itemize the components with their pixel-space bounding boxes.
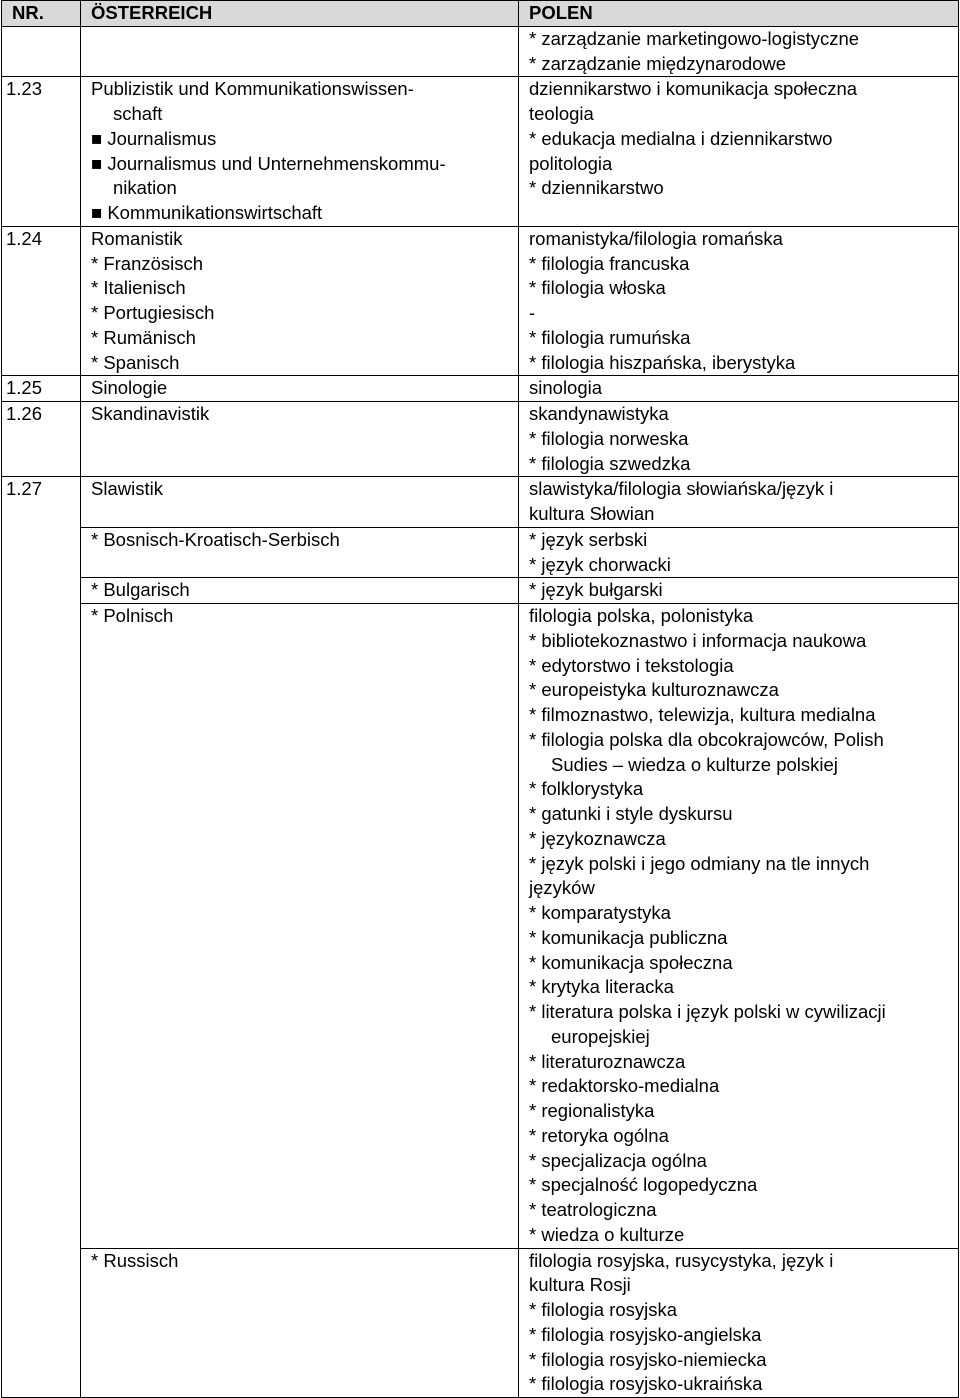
row-number: 1.26 [2, 402, 81, 477]
austria-line: ■ Journalismus [91, 127, 217, 149]
poland-cell [519, 578, 959, 604]
table-row [2, 527, 959, 578]
row-number: 1.25 [2, 376, 81, 402]
austria-line: Publizistik und Kommunikationswissen- [91, 78, 414, 100]
row-number: 1.27 [2, 477, 81, 528]
poland-line: * filologia rosyjsko-angielska [529, 1323, 762, 1345]
poland-line: * literatura polska i język polski w cywilizacji [529, 1001, 886, 1022]
poland-line: * filologia rumuńska [529, 326, 691, 348]
poland-line: * filologia włoska [529, 277, 666, 299]
austria-line: * Portugiesisch [91, 302, 215, 323]
austria-line: * Französisch [91, 252, 204, 274]
header-poland: POLEN [519, 1, 959, 27]
poland-line: * wiedza o kulturze [529, 1223, 685, 1245]
austria-cell [81, 477, 519, 528]
poland-line: * edytorstwo i tekstologia [529, 654, 734, 676]
poland-cell [519, 604, 959, 1249]
austria-line: Romanistik [91, 227, 183, 249]
poland-line: skandynawistyka [529, 403, 669, 424]
poland-line: * europeistyka kulturoznawcza [529, 679, 779, 701]
poland-line: * teatrologiczna [529, 1199, 657, 1220]
austria-cell [81, 578, 519, 604]
table-row [2, 26, 959, 77]
poland-line: * język chorwacki [529, 553, 671, 575]
poland-cell [519, 226, 959, 376]
table-row [2, 477, 959, 528]
header-nr: NR. [2, 1, 81, 27]
poland-line: * filologia francuska [529, 252, 690, 274]
poland-line: * dziennikarstwo [529, 177, 664, 199]
austria-line: ■ Journalismus und Unternehmenskommu- [91, 152, 446, 174]
row-number [2, 527, 81, 578]
austria-line: * Italienisch [91, 277, 186, 299]
poland-cell [519, 26, 959, 77]
austria-line: * Bosnisch-Kroatisch-Serbisch [91, 528, 340, 550]
austria-line: Sinologie [91, 377, 168, 399]
poland-line: * edukacja medialna i dziennikarstwo [529, 127, 833, 149]
poland-line: politologia [529, 152, 613, 174]
austria-cell [81, 77, 519, 227]
poland-line: * gatunki i style dyskursu [529, 803, 733, 824]
poland-line: * redaktorsko-medialna [529, 1075, 720, 1097]
austria-cell [81, 226, 519, 376]
poland-line: * specjalność logopedyczna [529, 1174, 758, 1196]
poland-cell [519, 527, 959, 578]
poland-line: * język serbski [529, 528, 648, 550]
table-row [2, 402, 959, 477]
austria-line: ■ Kommunikationswirtschaft [91, 202, 323, 223]
poland-line: * komunikacja publiczna [529, 926, 728, 948]
poland-line: * filologia rosyjska [529, 1299, 678, 1320]
row-number [2, 604, 81, 1249]
austria-line: Skandinavistik [91, 403, 210, 424]
poland-line: * język bułgarski [529, 579, 663, 601]
poland-line: sinologia [529, 377, 603, 399]
poland-line: slawistyka/filologia słowiańska/język i [529, 478, 834, 500]
poland-line: filologia polska, polonistyka [529, 605, 754, 626]
austria-line: schaft [113, 103, 163, 124]
poland-line: * filologia hiszpańska, iberystyka [529, 351, 796, 373]
poland-line: * literaturoznawcza [529, 1050, 686, 1072]
row-number: 1.24 [2, 226, 81, 376]
poland-line: teologia [529, 103, 594, 124]
table-row [2, 376, 959, 402]
poland-line: * filmoznastwo, telewizja, kultura medialna [529, 704, 876, 725]
table-row [2, 604, 959, 1249]
austria-line: * Polnisch [91, 605, 174, 626]
poland-cell [519, 1248, 959, 1398]
table-header-row [2, 1, 959, 27]
table-row [2, 1248, 959, 1398]
austria-cell [81, 1248, 519, 1398]
poland-cell [519, 77, 959, 227]
austria-line: Slawistik [91, 478, 163, 500]
poland-line: * komparatystyka [529, 902, 671, 923]
poland-line: kultura Rosji [529, 1274, 631, 1296]
row-number: 1.23 [2, 77, 81, 227]
poland-line: * filologia rosyjsko-ukraińska [529, 1373, 763, 1395]
poland-line: * specjalizacja ogólna [529, 1149, 707, 1171]
row-number [2, 26, 81, 77]
poland-line: * folklorystyka [529, 778, 644, 800]
poland-line: kultura Słowian [529, 503, 655, 524]
austria-line: * Bulgarisch [91, 579, 190, 601]
poland-line: - [529, 302, 536, 323]
poland-line: języków [529, 877, 595, 899]
austria-cell [81, 604, 519, 1249]
austria-line: * Spanisch [91, 351, 180, 373]
table-row [2, 77, 959, 227]
poland-line: * bibliotekoznastwo i informacja naukowa [529, 629, 867, 651]
poland-line: * zarządzanie międzynarodowe [529, 52, 787, 74]
poland-line: * językoznawcza [529, 827, 666, 849]
table-row [2, 226, 959, 376]
poland-line: * filologia szwedzka [529, 452, 691, 474]
table-body [2, 26, 959, 1397]
poland-line: dziennikarstwo i komunikacja społeczna [529, 78, 858, 100]
poland-line: * język polski i jego odmiany na tle innych [529, 852, 870, 874]
austria-cell [81, 402, 519, 477]
poland-line: * krytyka literacka [529, 976, 674, 998]
austria-cell [81, 26, 519, 77]
row-number [2, 1248, 81, 1398]
poland-line: * zarządzanie marketingowo-logistyczne [529, 27, 860, 49]
poland-line: * filologia rosyjsko-niemiecka [529, 1348, 767, 1370]
poland-line: romanistyka/filologia romańska [529, 227, 783, 249]
poland-cell [519, 402, 959, 477]
poland-line: Sudies – wiedza o kulturze polskiej [551, 753, 838, 775]
austria-line: nikation [113, 177, 177, 199]
poland-line: * retoryka ogólna [529, 1124, 669, 1146]
poland-line: * filologia polska dla obcokrajowców, Polish [529, 728, 884, 750]
austria-line: * Rumänisch [91, 326, 196, 348]
austria-line: * Russisch [91, 1249, 179, 1271]
poland-line: * filologia norweska [529, 427, 689, 449]
poland-line: * regionalistyka [529, 1100, 655, 1121]
comparison-table [1, 0, 959, 1398]
poland-cell [519, 376, 959, 402]
poland-line: * komunikacja społeczna [529, 951, 733, 973]
poland-line: filologia rosyjska, rusycystyka, język i [529, 1249, 834, 1271]
poland-cell [519, 477, 959, 528]
table-row [2, 578, 959, 604]
austria-cell [81, 527, 519, 578]
header-austria: ÖSTERREICH [81, 1, 519, 27]
poland-line: europejskiej [551, 1025, 650, 1047]
row-number [2, 578, 81, 604]
austria-cell [81, 376, 519, 402]
